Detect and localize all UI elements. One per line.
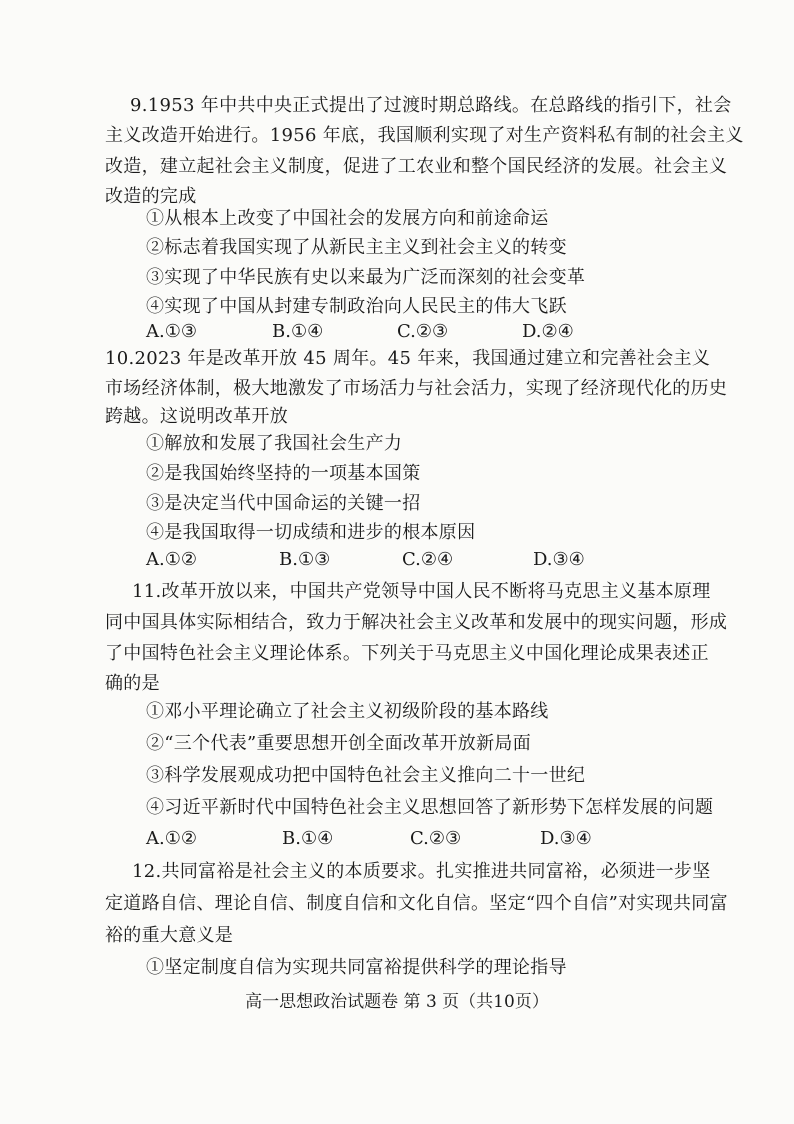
q11-option-a: A.①② bbox=[146, 828, 197, 849]
q11-option-b: B.①④ bbox=[282, 828, 334, 849]
q9-item-2: ②标志着我国实现了从新民主主义到社会主义的转变 bbox=[146, 237, 567, 258]
q11-stem-line-1: 11.改革开放以来，中国共产党领导中国人民不断将马克思主义基本原理 bbox=[132, 581, 711, 602]
q10-item-2: ②是我国始终坚持的一项基本国策 bbox=[146, 463, 421, 484]
q11-stem-line-4: 确的是 bbox=[105, 673, 160, 694]
q9-option-d: D.②④ bbox=[522, 321, 574, 342]
q9-options bbox=[146, 320, 746, 344]
q9-stem-line-2: 主义改造开始进行。1956 年底，我国顺利实现了对生产资料私有制的社会主义 bbox=[105, 125, 744, 146]
q9-item-3: ③实现了中华民族有史以来最为广泛而深刻的社会变革 bbox=[146, 267, 586, 288]
q11-item-2: ②“三个代表”重要思想开创全面改革开放新局面 bbox=[146, 733, 532, 754]
q10-option-a: A.①② bbox=[146, 549, 197, 570]
q9-item-4: ④实现了中国从封建专制政治向人民民主的伟大飞跃 bbox=[146, 296, 567, 317]
q10-option-c: C.②④ bbox=[402, 549, 454, 570]
q10-stem-line-1: 10.2023 年是改革开放 45 周年。45 年来，我国通过建立和完善社会主义 bbox=[105, 348, 711, 369]
q11-stem-line-3: 了中国特色社会主义理论体系。下列关于马克思主义中国化理论成果表述正 bbox=[105, 643, 709, 664]
q9-stem-line-3: 改造，建立起社会主义制度，促进了工农业和整个国民经济的发展。社会主义 bbox=[105, 156, 728, 177]
q9-option-b: B.①④ bbox=[272, 321, 324, 342]
q10-item-1: ①解放和发展了我国社会生产力 bbox=[146, 433, 403, 454]
q10-options bbox=[146, 548, 746, 572]
q12-stem-line-1: 12.共同富裕是社会主义的本质要求。扎实推进共同富裕，必须进一步坚 bbox=[132, 861, 711, 882]
q11-options bbox=[146, 827, 746, 851]
q10-stem-line-3: 跨越。这说明改革开放 bbox=[105, 406, 288, 427]
q11-stem-line-2: 同中国具体实际相结合，致力于解决社会主义改革和发展中的现实问题，形成 bbox=[105, 612, 728, 633]
q11-item-1: ①邓小平理论确立了社会主义初级阶段的基本路线 bbox=[146, 701, 549, 722]
q12-item-1: ①坚定制度自信为实现共同富裕提供科学的理论指导 bbox=[146, 957, 567, 978]
q9-stem-line-1: 9.1953 年中共中央正式提出了过渡时期总路线。在总路线的指引下，社会 bbox=[130, 95, 732, 116]
q12-stem-line-2: 定道路自信、理论自信、制度自信和文化自信。坚定“四个自信”对实现共同富 bbox=[105, 893, 728, 914]
q10-stem-line-2: 市场经济体制，极大地激发了市场活力与社会活力，实现了经济现代化的历史 bbox=[105, 378, 728, 399]
q11-option-c: C.②③ bbox=[410, 828, 462, 849]
q9-item-1: ①从根本上改变了中国社会的发展方向和前途命运 bbox=[146, 208, 549, 229]
q12-stem-line-3: 裕的重大意义是 bbox=[105, 925, 234, 946]
page-footer: 高一思想政治试题卷 第 3 页（共10页） bbox=[245, 992, 549, 1012]
q10-item-4: ④是我国取得一切成绩和进步的根本原因 bbox=[146, 522, 476, 543]
q9-stem-line-4: 改造的完成 bbox=[105, 186, 197, 207]
q11-item-4: ④习近平新时代中国特色社会主义思想回答了新形势下怎样发展的问题 bbox=[146, 797, 714, 818]
q10-option-d: D.③④ bbox=[533, 549, 585, 570]
q9-option-c: C.②③ bbox=[397, 321, 449, 342]
q10-item-3: ③是决定当代中国命运的关键一招 bbox=[146, 493, 421, 514]
q10-option-b: B.①③ bbox=[279, 549, 331, 570]
q11-option-d: D.③④ bbox=[540, 828, 592, 849]
q11-item-3: ③科学发展观成功把中国特色社会主义推向二十一世纪 bbox=[146, 765, 586, 786]
q9-option-a: A.①③ bbox=[146, 321, 197, 342]
